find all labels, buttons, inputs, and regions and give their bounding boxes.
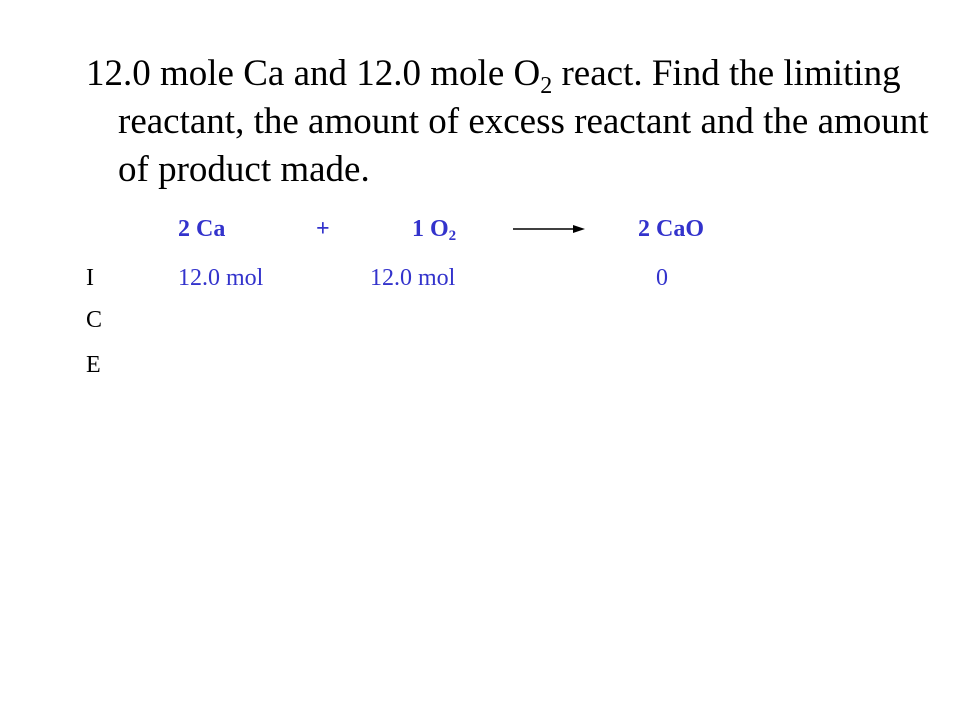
ice-initial-reactant1: 12.0 mol bbox=[178, 265, 264, 291]
ice-row-label-equilibrium: E bbox=[86, 352, 101, 378]
problem-subscript: 2 bbox=[540, 73, 553, 99]
equation-reactant2-subscript: 2 bbox=[448, 228, 457, 244]
ice-row-label-change: C bbox=[86, 307, 103, 333]
equation-plus: + bbox=[316, 216, 330, 242]
problem-text-part1: 12.0 mole Ca and 12.0 mole O bbox=[86, 53, 541, 94]
equation-reactant1: 2 Ca bbox=[178, 216, 226, 242]
equation-product: 2 CaO bbox=[638, 216, 704, 242]
problem-text-part2: react. Find the limiting reactant, the amount of excess reactant and the amount of product made. bbox=[118, 53, 929, 190]
ice-initial-product: 0 bbox=[656, 265, 668, 291]
problem-statement bbox=[86, 50, 938, 194]
equation-reactant2-prefix: 1 O bbox=[412, 216, 449, 242]
equation-reactant2 bbox=[412, 214, 456, 244]
ice-initial-reactant2: 12.0 mol bbox=[370, 265, 456, 291]
reaction-arrow-icon bbox=[513, 222, 585, 236]
ice-row-label-initial: I bbox=[86, 265, 94, 291]
